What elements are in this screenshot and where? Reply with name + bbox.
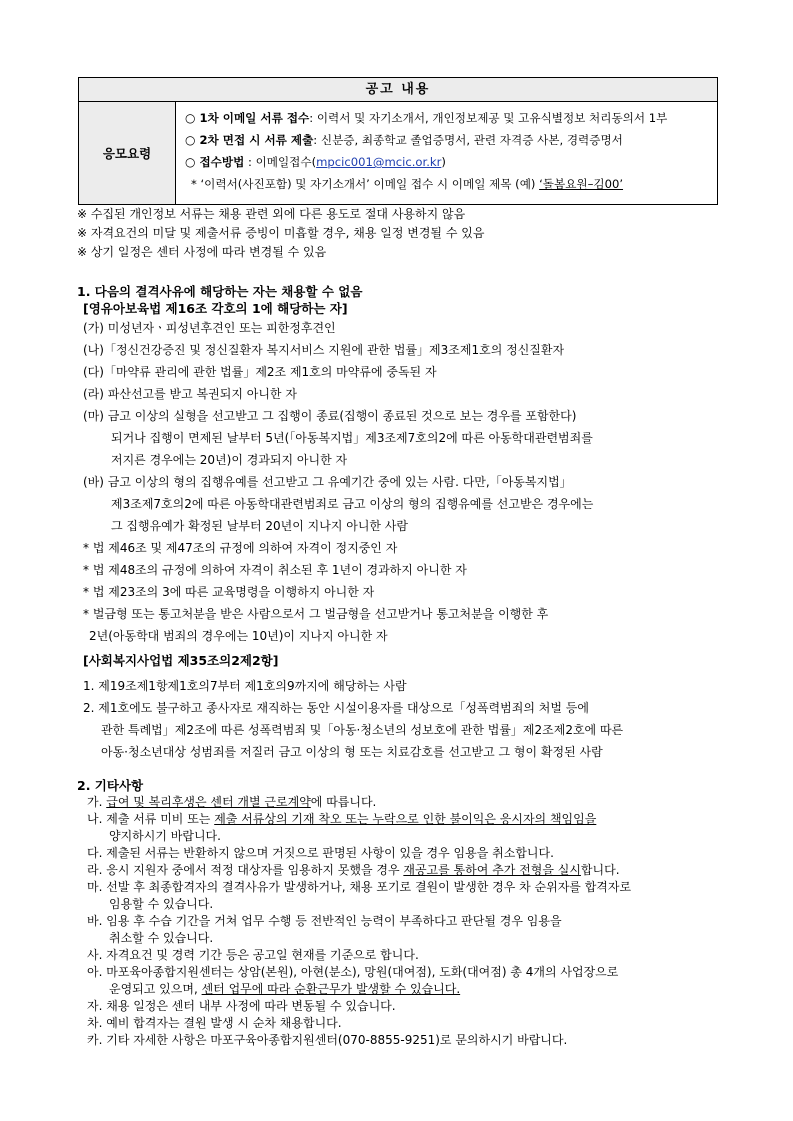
list-item-continued: 임용할 수 있습니다. <box>109 897 214 911</box>
list-item-continued: 되거나 집행이 면제된 날부터 5년(「아동복지법」제3조제7호의2에 따른 아동학대관련범죄를 <box>111 431 593 445</box>
list-item: (바) 금고 이상의 형의 집행유예를 선고받고 그 유예기간 중에 있는 사람. 다만,「아동복지법」 <box>83 475 572 489</box>
table-item-1 <box>185 107 713 129</box>
list-item: (가) 미성년자ㆍ피성년후견인 또는 피한정후견인 <box>83 321 336 335</box>
list-item: * 벌금형 또는 통고처분을 받은 사람으로서 그 벌금형을 선고받거나 통고처분을 이행한 후 <box>83 607 549 621</box>
table-item-3 <box>185 151 713 173</box>
list-item-continued: 아동·청소년대상 성범죄를 저질러 금고 이상의 형 또는 치료감호를 선고받고 그 형이 확정된 사람 <box>101 745 603 759</box>
list-item: 차. 예비 합격자는 결원 발생 시 순차 채용합니다. <box>87 1016 342 1030</box>
item-3-tail: ) <box>441 155 446 169</box>
list-item: 자. 채용 일정은 센터 내부 사정에 따라 변동될 수 있습니다. <box>87 999 396 1013</box>
list-item-continued: 관한 특례법」제2조에 따른 성폭력범죄 및「아동·청소년의 성보호에 관한 법률」제2조제2호에 따른 <box>101 723 624 737</box>
table-label: 응모요령 <box>79 102 176 204</box>
section-social-welfare-act <box>77 652 623 763</box>
circle-bullet-icon: ○ <box>185 111 196 125</box>
table-footnote <box>185 173 713 195</box>
table-title: 공고 내용 <box>79 78 717 102</box>
list-item: * 법 제23조의 3에 따른 교육명령을 이행하지 아니한 자 <box>83 585 375 599</box>
list-item: (라) 파산선고를 받고 복권되지 아니한 자 <box>83 387 297 401</box>
section-3-title: 2. 기타사항 <box>77 778 144 793</box>
item-2-label: 2차 면접 시 서류 제출 <box>199 133 314 147</box>
note-item: ※ 상기 일정은 센터 사정에 따라 변경될 수 있음 <box>77 245 327 259</box>
table-item-2 <box>185 129 713 151</box>
section-disqualification <box>77 283 593 647</box>
list-item-continued: 운영되고 있으며, 센터 업무에 따라 순환근무가 발생할 수 있습니다. <box>109 982 461 996</box>
list-item-continued: 양지하시기 바랍니다. <box>109 829 221 843</box>
circle-bullet-icon: ○ <box>185 155 196 169</box>
list-item: 다. 제출된 서류는 반환하지 않으며 거짓으로 판명된 사항이 있을 경우 임용을 취소합니다. <box>87 846 554 860</box>
list-item: (다)「마약류 관리에 관한 법률」제2조 제1호의 마약류에 중독된 자 <box>83 365 437 379</box>
announcement-table <box>78 77 718 205</box>
list-item-continued: 그 집행유예가 확정된 날부터 20년이 지나지 아니한 사람 <box>111 519 408 533</box>
list-item: 라. 응시 지원자 중에서 적정 대상자를 임용하지 못했을 경우 재공고를 통하여 추가 전형을 실시합니다. <box>87 863 620 877</box>
list-item: 사. 자격요건 및 경력 기간 등은 공고일 현재를 기준으로 합니다. <box>87 948 419 962</box>
list-item: * 법 제46조 및 제47조의 규정에 의하여 자격이 정지중인 자 <box>83 541 398 555</box>
list-item-continued: 저지른 경우에는 20년)이 경과되지 아니한 자 <box>111 453 348 467</box>
list-item: (마) 금고 이상의 실형을 선고받고 그 집행이 종료(집행이 종료된 것으로 보는 경우를 포함한다) <box>83 409 577 423</box>
item-1-label: 1차 이메일 서류 접수 <box>199 111 310 125</box>
list-item: 1. 제19조제1항제1호의7부터 제1호의9까지에 해당하는 사람 <box>83 679 407 693</box>
email-link[interactable]: mpcic001@mcic.or.kr <box>316 155 442 169</box>
list-item: * 법 제48조의 규정에 의하여 자격이 취소된 후 1년이 경과하지 아니한 자 <box>83 563 467 577</box>
item-3-label: 접수방법 <box>199 155 245 169</box>
item-1-text: : 이력서 및 자기소개서, 개인정보제공 및 고유식별정보 처리동의서 1부 <box>309 111 668 125</box>
list-item: 카. 기타 자세한 사항은 마포구육아종합지원센터(070-8855-9251)로 문의하시기 바랍니다. <box>87 1033 568 1047</box>
list-item: 바. 임용 후 수습 기간을 거쳐 업무 수행 등 전반적인 능력이 부족하다고 판단될 경우 임용을 <box>87 914 562 928</box>
section-other-matters <box>77 777 631 1049</box>
list-item: (나)「정신건강증진 및 정신질환자 복지서비스 지원에 관한 법률」제3조제1호의 정신질환자 <box>83 343 565 357</box>
item-2-text: : 신분증, 최종학교 졸업증명서, 관련 자격증 사본, 경력증명서 <box>313 133 623 147</box>
list-item-continued: 취소할 수 있습니다. <box>109 931 214 945</box>
note-item: ※ 수집된 개인정보 서류는 채용 관련 외에 다른 용도로 절대 사용하지 않음 <box>77 207 466 221</box>
list-item: 가. 급여 및 복리후생은 센터 개별 근로계약에 따릅니다. <box>87 795 377 809</box>
list-item-continued: 제3조제7호의2에 따른 아동학대관련범죄로 금고 이상의 형의 집행유예를 선고받은 경우에는 <box>111 497 594 511</box>
notes-list <box>77 205 484 262</box>
list-item: 마. 선발 후 최종합격자의 결격사유가 발생하거나, 채용 포기로 결원이 발생한 경우 차 순위자를 합격자로 <box>87 880 632 894</box>
section-1-title: 1. 다음의 결격사유에 해당하는 자는 채용할 수 없음 <box>77 284 363 299</box>
list-item: 아. 마포육아종합지원센터는 상암(본원), 아현(분소), 망원(대여점), 도화(대여점) 총 4개의 사업장으로 <box>87 965 619 979</box>
list-item: 2. 제1호에도 불구하고 종사자로 재직하는 동안 시설이용자를 대상으로「성폭력범죄의 처벌 등에 <box>83 701 589 715</box>
footnote-example: ‘돌봄요원–김00’ <box>539 177 624 191</box>
list-item-continued: 2년(아동학대 범죄의 경우에는 10년)이 지나지 아니한 자 <box>89 629 388 643</box>
section-1-subtitle: [영유아보육법 제16조 각호의 1에 해당하는 자] <box>83 301 348 316</box>
footnote-text: * ‘이력서(사진포함) 및 자기소개서’ 이메일 접수 시 이메일 제목 (예) <box>191 177 540 191</box>
circle-bullet-icon: ○ <box>185 133 196 147</box>
table-body <box>185 107 713 195</box>
section-2-subtitle: [사회복지사업법 제35조의2제2항] <box>83 653 279 668</box>
list-item: 나. 제출 서류 미비 또는 제출 서류상의 기재 착오 또는 누락으로 인한 불이익은 응시자의 책임임을 <box>87 812 597 826</box>
note-item: ※ 자격요건의 미달 및 제출서류 증빙이 미흡할 경우, 채용 일정 변경될 수 있음 <box>77 226 485 240</box>
item-3-text: : 이메일접수( <box>244 155 317 169</box>
